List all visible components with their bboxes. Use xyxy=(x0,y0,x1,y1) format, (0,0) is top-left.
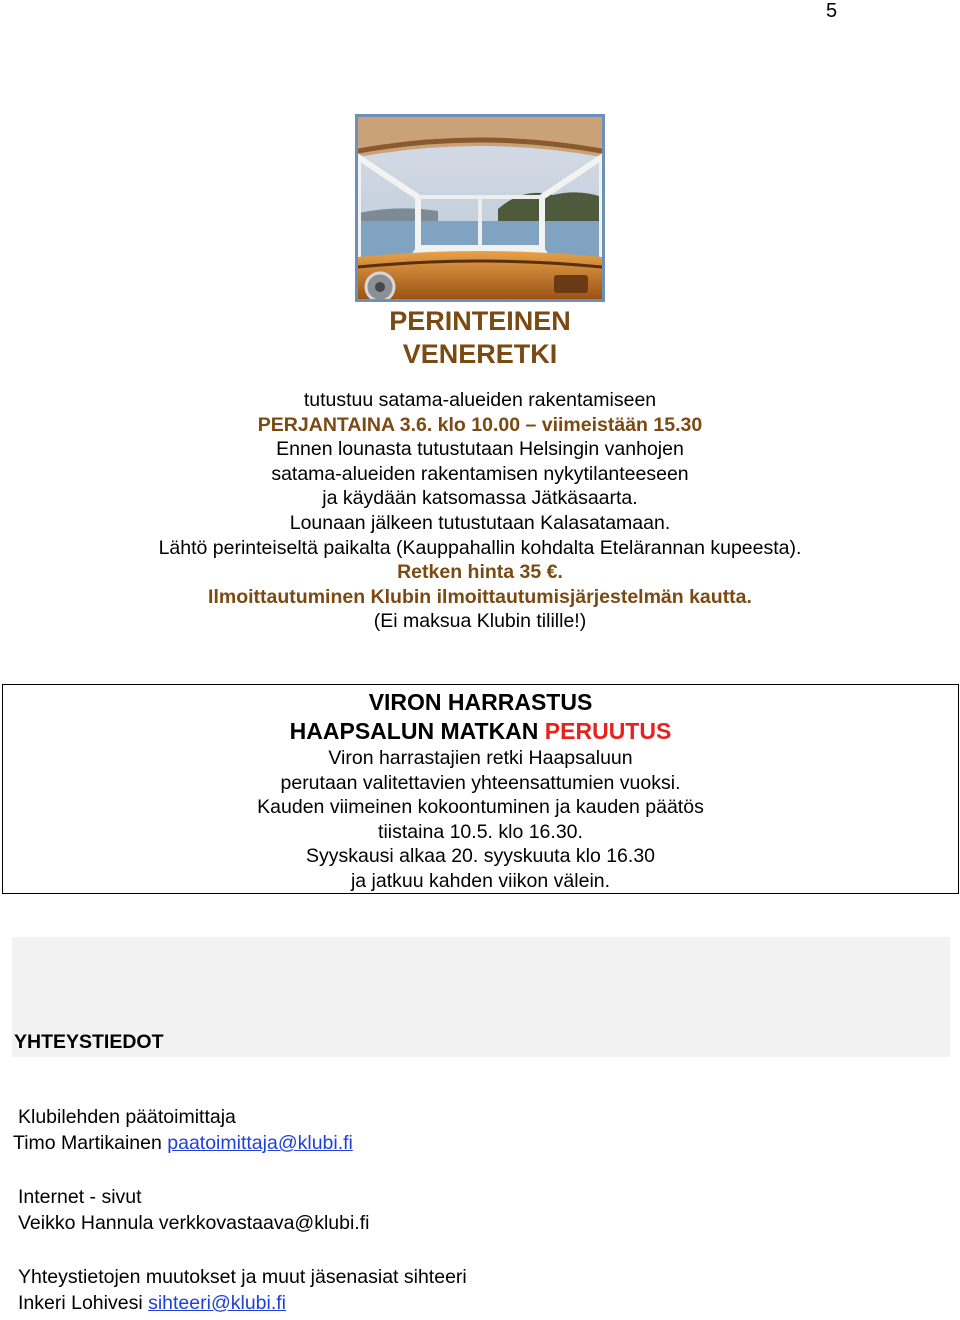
trip-text-line: Lounaan jälkeen tutustutaan Kalasatamaan. xyxy=(289,511,671,534)
viro-cancel-prefix: HAAPSALUN MATKAN xyxy=(289,718,539,744)
viro-text-line: tiistaina 10.5. klo 16.30. xyxy=(378,820,583,843)
viro-text-line: ja jatkuu kahden viikon välein. xyxy=(350,869,611,892)
contacts-heading: YHTEYSTIEDOT xyxy=(14,1031,164,1053)
editor-line xyxy=(13,1130,353,1156)
page-number: 5 xyxy=(826,0,838,22)
secretary-email-link[interactable]: sihteeri@klubi.fi xyxy=(148,1292,287,1314)
trip-registration-line: Ilmoittautuminen Klubin ilmoittautumisjärjestelmän kautta. xyxy=(208,585,752,608)
trip-text-line: ja käydään katsomassa Jätkäsaarta. xyxy=(322,487,638,510)
secretary-line xyxy=(18,1290,286,1316)
viro-text-line: perutaan valitettavien yhteensattumien vuoksi. xyxy=(280,771,681,794)
trip-date-line: PERJANTAINA 3.6. klo 10.00 – viimeistään 15.30 xyxy=(257,413,703,436)
editor-role: Klubilehden päätoimittaja xyxy=(18,1106,236,1128)
web-role: Internet - sivut xyxy=(18,1186,142,1208)
secretary-name: Inkeri Lohivesi xyxy=(18,1292,143,1314)
viro-announcement-box xyxy=(2,684,959,894)
trip-description xyxy=(0,388,960,634)
editor-email-link[interactable]: paatoimittaja@klubi.fi xyxy=(167,1132,353,1154)
viro-text-line: Viron harrastajien retki Haapsaluun xyxy=(328,747,633,769)
trip-title-line1: PERINTEINEN xyxy=(389,306,571,336)
trip-payment-note: (Ei maksua Klubin tilille!) xyxy=(373,610,587,633)
trip-text-line: satama-alueiden rakentamisen nykytilanteeseen xyxy=(271,462,689,485)
viro-text-line: Kauden viimeinen kokoontuminen ja kauden päätös xyxy=(257,796,704,819)
viro-heading: VIRON HARRASTUS xyxy=(368,689,593,715)
trip-title-line2: VENERETKI xyxy=(402,339,558,369)
trip-departure-line: Lähtö perinteiseltä paikalta (Kauppahallin kohdalta Etelärannan kupeesta). xyxy=(158,536,802,559)
trip-intro-line: tutustuu satama-alueiden rakentamiseen xyxy=(303,389,657,411)
boat-cockpit-photo xyxy=(355,114,605,302)
viro-text-line: Syyskausi alkaa 20. syyskuuta klo 16.30 xyxy=(305,845,656,868)
web-contact: Veikko Hannula verkkovastaava@klubi.fi xyxy=(18,1212,370,1234)
viro-cancel-heading xyxy=(3,717,958,746)
trip-text-line: Ennen lounasta tutustutaan Helsingin vanhojen xyxy=(276,438,684,461)
editor-name: Timo Martikainen xyxy=(13,1132,162,1154)
viro-cancel-word: PERUUTUS xyxy=(544,718,672,744)
secretary-role: Yhteystietojen muutokset ja muut jäsenasiat sihteeri xyxy=(18,1266,467,1288)
trip-price-line: Retken hinta 35 €. xyxy=(397,561,563,584)
